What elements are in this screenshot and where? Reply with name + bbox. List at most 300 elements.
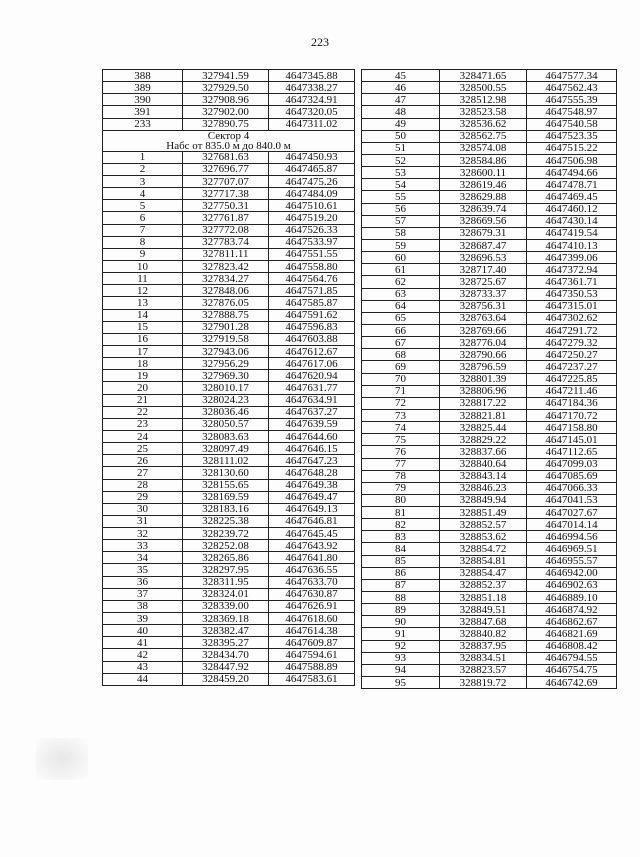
point-number-cell: 66 — [362, 324, 440, 336]
x-coordinate-cell: 328584.86 — [440, 154, 527, 166]
point-number-cell: 72 — [362, 397, 440, 409]
x-coordinate-cell: 328852.57 — [440, 519, 527, 531]
table-row — [362, 239, 617, 251]
point-number-cell: 1 — [103, 151, 183, 163]
table-row — [362, 652, 617, 664]
y-coordinate-cell: 4646955.57 — [527, 555, 617, 567]
point-number-cell: 10 — [103, 260, 183, 272]
y-coordinate-cell: 4647399.06 — [527, 252, 617, 264]
x-coordinate-cell: 328619.46 — [440, 179, 527, 191]
x-coordinate-cell: 328225.38 — [183, 515, 269, 527]
point-number-cell: 3 — [103, 175, 183, 187]
point-number-cell: 388 — [103, 70, 183, 82]
y-coordinate-cell: 4646808.42 — [527, 640, 617, 652]
point-number-cell: 11 — [103, 273, 183, 285]
scan-artifact — [36, 738, 88, 780]
table-row — [103, 515, 355, 527]
table-row — [103, 273, 355, 285]
point-number-cell: 60 — [362, 252, 440, 264]
x-coordinate-cell: 328776.04 — [440, 337, 527, 349]
table-row — [362, 191, 617, 203]
x-coordinate-cell: 328536.62 — [440, 118, 527, 130]
point-number-cell: 63 — [362, 288, 440, 300]
x-coordinate-cell: 328050.57 — [183, 418, 269, 430]
x-coordinate-cell: 328183.16 — [183, 503, 269, 515]
y-coordinate-cell: 4647478.71 — [527, 179, 617, 191]
table-row — [362, 555, 617, 567]
y-coordinate-cell: 4647291.72 — [527, 324, 617, 336]
x-coordinate-cell: 328696.53 — [440, 252, 527, 264]
point-number-cell: 55 — [362, 191, 440, 203]
table-row — [103, 382, 355, 394]
table-row — [362, 130, 617, 142]
x-coordinate-cell: 327717.38 — [183, 188, 269, 200]
x-coordinate-cell: 327761.87 — [183, 212, 269, 224]
point-number-cell: 75 — [362, 434, 440, 446]
x-coordinate-cell: 328369.18 — [183, 613, 269, 625]
point-number-cell: 85 — [362, 555, 440, 567]
y-coordinate-cell: 4647469.45 — [527, 191, 617, 203]
x-coordinate-cell: 328854.72 — [440, 543, 527, 555]
table-row — [362, 507, 617, 519]
point-number-cell: 81 — [362, 507, 440, 519]
x-coordinate-cell: 328382.47 — [183, 625, 269, 637]
x-coordinate-cell: 328849.94 — [440, 494, 527, 506]
y-coordinate-cell: 4647361.71 — [527, 276, 617, 288]
point-number-cell: 94 — [362, 664, 440, 676]
point-number-cell: 16 — [103, 333, 183, 345]
table-row — [362, 324, 617, 336]
y-coordinate-cell: 4647350.53 — [527, 288, 617, 300]
x-coordinate-cell: 328311.95 — [183, 576, 269, 588]
table-row — [103, 358, 355, 370]
y-coordinate-cell: 4647510.61 — [269, 200, 355, 212]
table-row — [103, 106, 355, 118]
table-row — [103, 649, 355, 661]
point-number-cell: 19 — [103, 370, 183, 382]
table-row — [362, 82, 617, 94]
y-coordinate-cell: 4647533.97 — [269, 236, 355, 248]
table-row — [362, 252, 617, 264]
table-row — [362, 203, 617, 215]
table-row — [103, 673, 355, 685]
point-number-cell: 26 — [103, 455, 183, 467]
x-coordinate-cell: 327901.28 — [183, 321, 269, 333]
y-coordinate-cell: 4647526.33 — [269, 224, 355, 236]
y-coordinate-cell: 4647311.02 — [269, 118, 355, 130]
table-row — [103, 321, 355, 333]
x-coordinate-cell: 328339.00 — [183, 600, 269, 612]
y-coordinate-cell: 4647583.61 — [269, 673, 355, 685]
y-coordinate-cell: 4646902.63 — [527, 579, 617, 591]
point-number-cell: 4 — [103, 188, 183, 200]
x-coordinate-cell: 328500.55 — [440, 82, 527, 94]
y-coordinate-cell: 4647041.53 — [527, 494, 617, 506]
x-coordinate-cell: 328239.72 — [183, 528, 269, 540]
point-number-cell: 58 — [362, 227, 440, 239]
table-row — [362, 592, 617, 604]
x-coordinate-cell: 328447.92 — [183, 661, 269, 673]
x-coordinate-cell: 328843.14 — [440, 470, 527, 482]
sector-header-row — [103, 130, 355, 151]
y-coordinate-cell: 4647184.36 — [527, 397, 617, 409]
point-number-cell: 44 — [103, 673, 183, 685]
table-row — [362, 482, 617, 494]
x-coordinate-cell: 328763.64 — [440, 312, 527, 324]
table-row — [362, 422, 617, 434]
table-row — [362, 94, 617, 106]
y-coordinate-cell: 4647551.55 — [269, 248, 355, 260]
x-coordinate-cell: 327888.75 — [183, 309, 269, 321]
y-coordinate-cell: 4647562.43 — [527, 82, 617, 94]
x-coordinate-cell: 328725.67 — [440, 276, 527, 288]
point-number-cell: 39 — [103, 613, 183, 625]
point-number-cell: 74 — [362, 422, 440, 434]
y-coordinate-cell: 4647649.13 — [269, 503, 355, 515]
x-coordinate-cell: 327956.29 — [183, 358, 269, 370]
table-row — [103, 212, 355, 224]
x-coordinate-cell: 328639.74 — [440, 203, 527, 215]
y-coordinate-cell: 4646742.69 — [527, 677, 617, 689]
y-coordinate-cell: 4647112.65 — [527, 446, 617, 458]
coordinates-table-left — [102, 69, 355, 686]
y-coordinate-cell: 4647649.38 — [269, 479, 355, 491]
point-number-cell: 2 — [103, 163, 183, 175]
x-coordinate-cell: 328265.86 — [183, 552, 269, 564]
point-number-cell: 22 — [103, 406, 183, 418]
table-row — [103, 455, 355, 467]
point-number-cell: 71 — [362, 385, 440, 397]
table-row — [362, 616, 617, 628]
table-row — [362, 361, 617, 373]
table-row — [362, 264, 617, 276]
point-number-cell: 50 — [362, 130, 440, 142]
point-number-cell: 47 — [362, 94, 440, 106]
point-number-cell: 52 — [362, 154, 440, 166]
y-coordinate-cell: 4647591.62 — [269, 309, 355, 321]
x-coordinate-cell: 328669.56 — [440, 215, 527, 227]
x-coordinate-cell: 328562.75 — [440, 130, 527, 142]
left-table-rows-after-sector — [103, 151, 355, 685]
table-row — [362, 458, 617, 470]
table-row — [103, 394, 355, 406]
x-coordinate-cell: 328629.88 — [440, 191, 527, 203]
point-number-cell: 79 — [362, 482, 440, 494]
y-coordinate-cell: 4647066.33 — [527, 482, 617, 494]
table-row — [362, 579, 617, 591]
x-coordinate-cell: 328851.18 — [440, 592, 527, 604]
table-row — [362, 337, 617, 349]
table-row — [103, 503, 355, 515]
x-coordinate-cell: 328806.96 — [440, 385, 527, 397]
table-row — [362, 470, 617, 482]
y-coordinate-cell: 4647634.91 — [269, 394, 355, 406]
point-number-cell: 89 — [362, 604, 440, 616]
y-coordinate-cell: 4647540.58 — [527, 118, 617, 130]
table-row — [103, 70, 355, 82]
y-coordinate-cell: 4647548.97 — [527, 106, 617, 118]
y-coordinate-cell: 4647250.27 — [527, 349, 617, 361]
y-coordinate-cell: 4647099.03 — [527, 458, 617, 470]
x-coordinate-cell: 328252.08 — [183, 540, 269, 552]
table-row — [103, 260, 355, 272]
point-number-cell: 48 — [362, 106, 440, 118]
table-row — [103, 188, 355, 200]
x-coordinate-cell: 328733.37 — [440, 288, 527, 300]
y-coordinate-cell: 4647450.93 — [269, 151, 355, 163]
x-coordinate-cell: 328801.39 — [440, 373, 527, 385]
table-row — [362, 434, 617, 446]
table-row — [362, 409, 617, 421]
table-row — [362, 543, 617, 555]
x-coordinate-cell: 328111.02 — [183, 455, 269, 467]
table-row — [103, 479, 355, 491]
x-coordinate-cell: 328097.49 — [183, 443, 269, 455]
x-coordinate-cell: 327823.42 — [183, 260, 269, 272]
y-coordinate-cell: 4647630.87 — [269, 588, 355, 600]
y-coordinate-cell: 4647577.34 — [527, 70, 617, 82]
table-row — [103, 552, 355, 564]
y-coordinate-cell: 4647014.14 — [527, 519, 617, 531]
point-number-cell: 53 — [362, 167, 440, 179]
point-number-cell: 45 — [362, 70, 440, 82]
x-coordinate-cell: 328823.57 — [440, 664, 527, 676]
table-row — [362, 179, 617, 191]
y-coordinate-cell: 4647519.20 — [269, 212, 355, 224]
y-coordinate-cell: 4647612.67 — [269, 345, 355, 357]
table-row — [103, 540, 355, 552]
x-coordinate-cell: 328155.65 — [183, 479, 269, 491]
point-number-cell: 23 — [103, 418, 183, 430]
point-number-cell: 86 — [362, 567, 440, 579]
x-coordinate-cell: 327890.75 — [183, 118, 269, 130]
table-row — [362, 677, 617, 689]
table-row — [103, 163, 355, 175]
point-number-cell: 87 — [362, 579, 440, 591]
table-row — [103, 236, 355, 248]
x-coordinate-cell: 328024.23 — [183, 394, 269, 406]
table-row — [362, 531, 617, 543]
point-number-cell: 65 — [362, 312, 440, 324]
y-coordinate-cell: 4647641.80 — [269, 552, 355, 564]
table-row — [103, 94, 355, 106]
x-coordinate-cell: 328854.47 — [440, 567, 527, 579]
table-row — [103, 406, 355, 418]
x-coordinate-cell: 328395.27 — [183, 637, 269, 649]
table-row — [362, 215, 617, 227]
point-number-cell: 64 — [362, 300, 440, 312]
y-coordinate-cell: 4647594.61 — [269, 649, 355, 661]
table-row — [362, 664, 617, 676]
left-table-rows-before-sector — [103, 70, 355, 131]
point-number-cell: 93 — [362, 652, 440, 664]
y-coordinate-cell: 4647345.88 — [269, 70, 355, 82]
x-coordinate-cell: 328434.70 — [183, 649, 269, 661]
x-coordinate-cell: 328840.64 — [440, 458, 527, 470]
point-number-cell: 34 — [103, 552, 183, 564]
point-number-cell: 70 — [362, 373, 440, 385]
x-coordinate-cell: 328083.63 — [183, 430, 269, 442]
table-row — [362, 640, 617, 652]
table-row — [362, 349, 617, 361]
table-row — [362, 519, 617, 531]
y-coordinate-cell: 4647419.54 — [527, 227, 617, 239]
table-row — [103, 118, 355, 130]
y-coordinate-cell: 4646969.51 — [527, 543, 617, 555]
table-row — [103, 430, 355, 442]
point-number-cell: 29 — [103, 491, 183, 503]
point-number-cell: 24 — [103, 430, 183, 442]
y-coordinate-cell: 4647170.72 — [527, 409, 617, 421]
table-row — [103, 637, 355, 649]
y-coordinate-cell: 4647618.60 — [269, 613, 355, 625]
y-coordinate-cell: 4647484.09 — [269, 188, 355, 200]
point-number-cell: 32 — [103, 528, 183, 540]
x-coordinate-cell: 328834.51 — [440, 652, 527, 664]
point-number-cell: 13 — [103, 297, 183, 309]
x-coordinate-cell: 328459.20 — [183, 673, 269, 685]
y-coordinate-cell: 4647085.69 — [527, 470, 617, 482]
table-row — [103, 564, 355, 576]
table-row — [103, 588, 355, 600]
y-coordinate-cell: 4647237.27 — [527, 361, 617, 373]
point-number-cell: 5 — [103, 200, 183, 212]
y-coordinate-cell: 4647515.22 — [527, 142, 617, 154]
table-row — [103, 443, 355, 455]
point-number-cell: 68 — [362, 349, 440, 361]
x-coordinate-cell: 327941.59 — [183, 70, 269, 82]
x-coordinate-cell: 327772.08 — [183, 224, 269, 236]
table-row — [103, 600, 355, 612]
table-row — [362, 604, 617, 616]
table-row — [362, 494, 617, 506]
x-coordinate-cell: 328471.65 — [440, 70, 527, 82]
table-row — [362, 106, 617, 118]
y-coordinate-cell: 4647646.15 — [269, 443, 355, 455]
y-coordinate-cell: 4647645.45 — [269, 528, 355, 540]
point-number-cell: 76 — [362, 446, 440, 458]
y-coordinate-cell: 4647555.39 — [527, 94, 617, 106]
point-number-cell: 77 — [362, 458, 440, 470]
point-number-cell: 30 — [103, 503, 183, 515]
point-number-cell: 233 — [103, 118, 183, 130]
y-coordinate-cell: 4646821.69 — [527, 628, 617, 640]
right-table-rows — [362, 70, 617, 689]
table-row — [103, 285, 355, 297]
point-number-cell: 40 — [103, 625, 183, 637]
x-coordinate-cell: 328600.11 — [440, 167, 527, 179]
y-coordinate-cell: 4647631.77 — [269, 382, 355, 394]
x-coordinate-cell: 327908.96 — [183, 94, 269, 106]
point-number-cell: 84 — [362, 543, 440, 555]
x-coordinate-cell: 328817.22 — [440, 397, 527, 409]
y-coordinate-cell: 4647460.12 — [527, 203, 617, 215]
x-coordinate-cell: 327750.31 — [183, 200, 269, 212]
x-coordinate-cell: 327969.30 — [183, 370, 269, 382]
table-row — [362, 276, 617, 288]
x-coordinate-cell: 328821.81 — [440, 409, 527, 421]
y-coordinate-cell: 4647620.94 — [269, 370, 355, 382]
table-row — [103, 467, 355, 479]
y-coordinate-cell: 4647643.92 — [269, 540, 355, 552]
table-row — [103, 248, 355, 260]
y-coordinate-cell: 4646889.10 — [527, 592, 617, 604]
x-coordinate-cell: 328837.66 — [440, 446, 527, 458]
x-coordinate-cell: 328717.40 — [440, 264, 527, 276]
x-coordinate-cell: 327681.63 — [183, 151, 269, 163]
y-coordinate-cell: 4647648.28 — [269, 467, 355, 479]
point-number-cell: 18 — [103, 358, 183, 370]
y-coordinate-cell: 4647647.23 — [269, 455, 355, 467]
y-coordinate-cell: 4647279.32 — [527, 337, 617, 349]
x-coordinate-cell: 327943.06 — [183, 345, 269, 357]
table-row — [103, 625, 355, 637]
point-number-cell: 59 — [362, 239, 440, 251]
y-coordinate-cell: 4647588.89 — [269, 661, 355, 673]
point-number-cell: 9 — [103, 248, 183, 260]
y-coordinate-cell: 4647410.13 — [527, 239, 617, 251]
point-number-cell: 91 — [362, 628, 440, 640]
point-number-cell: 38 — [103, 600, 183, 612]
table-row — [362, 118, 617, 130]
y-coordinate-cell: 4647523.35 — [527, 130, 617, 142]
point-number-cell: 73 — [362, 409, 440, 421]
x-coordinate-cell: 328790.66 — [440, 349, 527, 361]
y-coordinate-cell: 4647633.70 — [269, 576, 355, 588]
x-coordinate-cell: 328010.17 — [183, 382, 269, 394]
point-number-cell: 92 — [362, 640, 440, 652]
y-coordinate-cell: 4647649.47 — [269, 491, 355, 503]
point-number-cell: 15 — [103, 321, 183, 333]
y-coordinate-cell: 4647564.76 — [269, 273, 355, 285]
x-coordinate-cell: 328825.44 — [440, 422, 527, 434]
x-coordinate-cell: 328687.47 — [440, 239, 527, 251]
x-coordinate-cell: 327707.07 — [183, 175, 269, 187]
point-number-cell: 80 — [362, 494, 440, 506]
table-row — [362, 300, 617, 312]
point-number-cell: 95 — [362, 677, 440, 689]
page-number: 223 — [311, 35, 329, 49]
y-coordinate-cell: 4647609.87 — [269, 637, 355, 649]
y-coordinate-cell: 4647475.26 — [269, 175, 355, 187]
point-number-cell: 42 — [103, 649, 183, 661]
y-coordinate-cell: 4647617.06 — [269, 358, 355, 370]
y-coordinate-cell: 4647225.85 — [527, 373, 617, 385]
table-row — [103, 309, 355, 321]
point-number-cell: 31 — [103, 515, 183, 527]
table-row — [103, 333, 355, 345]
y-coordinate-cell: 4647585.87 — [269, 297, 355, 309]
table-row — [362, 288, 617, 300]
x-coordinate-cell: 328324.01 — [183, 588, 269, 600]
table-row — [362, 227, 617, 239]
y-coordinate-cell: 4647027.67 — [527, 507, 617, 519]
table-row — [103, 613, 355, 625]
y-coordinate-cell: 4647315.01 — [527, 300, 617, 312]
y-coordinate-cell: 4647338.27 — [269, 82, 355, 94]
x-coordinate-cell: 328756.31 — [440, 300, 527, 312]
point-number-cell: 35 — [103, 564, 183, 576]
x-coordinate-cell: 327834.27 — [183, 273, 269, 285]
point-number-cell: 17 — [103, 345, 183, 357]
table-row — [103, 175, 355, 187]
point-number-cell: 8 — [103, 236, 183, 248]
x-coordinate-cell: 328169.59 — [183, 491, 269, 503]
point-number-cell: 62 — [362, 276, 440, 288]
x-coordinate-cell: 327929.50 — [183, 82, 269, 94]
point-number-cell: 391 — [103, 106, 183, 118]
x-coordinate-cell: 327919.58 — [183, 333, 269, 345]
